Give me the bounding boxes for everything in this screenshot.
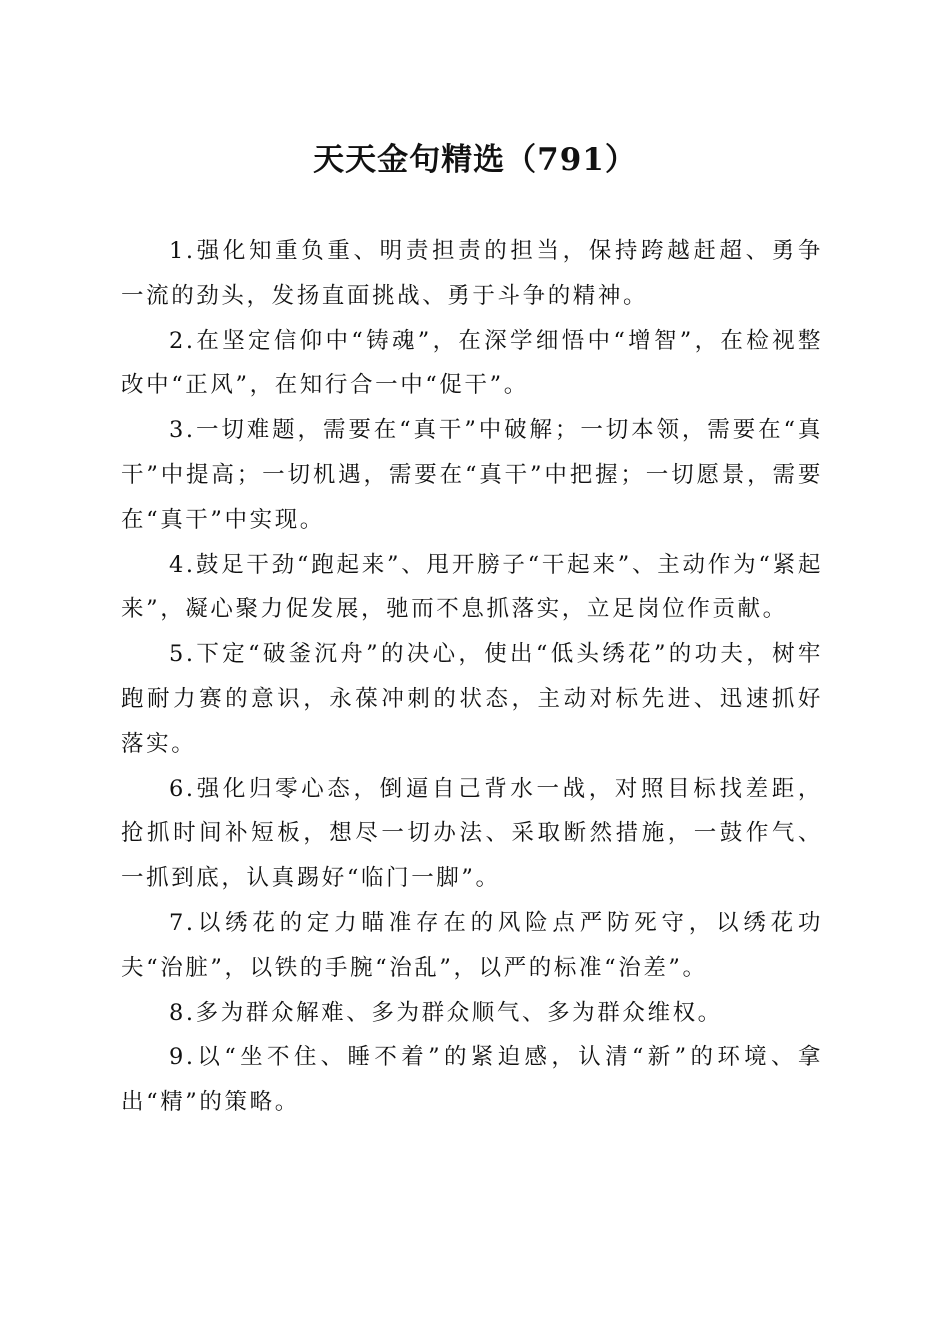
quote-paragraph-7: 7.以绣花的定力瞄准存在的风险点严防死守，以绣花功夫“治脏”，以铁的手腕“治乱”，以严的标准“治差”。 [121,909,823,981]
quote-paragraph-3: 3.一切难题，需要在“真干”中破解；一切本领，需要在“真干”中提高；一切机遇，需要在“真干”中把握；一切愿景，需要在“真干”中实现。 [121,417,823,533]
quote-paragraph-6: 6.强化归零心态，倒逼自己背水一战，对照目标找差距，抢抓时间补短板，想尽一切办法、采取断然措施，一鼓作气、一抓到底，认真踢好“临门一脚”。 [121,775,823,892]
quote-paragraph-4: 4.鼓足干劲“跑起来”、甩开膀子“干起来”、主动作为“紧起来”，凝心聚力促发展，驰而不息抓落实，立足岗位作贡献。 [121,551,823,623]
document-title: 天天金句精选（791） [313,142,637,178]
quote-paragraph-1: 1.强化知重负重、明责担责的担当，保持跨越赶超、勇争一流的劲头，发扬直面挑战、勇于斗争的精神。 [121,238,823,309]
quote-paragraph-8: 8.多为群众解难、多为群众顺气、多为群众维权。 [169,999,723,1026]
quote-paragraph-2: 2.在坚定信仰中“铸魂”，在深学细悟中“增智”，在检视整改中“正风”，在知行合一中“促干”。 [121,327,823,399]
quote-paragraph-9: 9.以“坐不住、睡不着”的紧迫感，认清“新”的环境、拿出“精”的策略。 [121,1044,823,1116]
document-body [121,229,823,1125]
quote-paragraph-5: 5.下定“破釜沉舟”的决心，使出“低头绣花”的功夫，树牢跑耐力赛的意识，永葆冲刺的状态，主动对标先进、迅速抓好落实。 [121,641,823,757]
